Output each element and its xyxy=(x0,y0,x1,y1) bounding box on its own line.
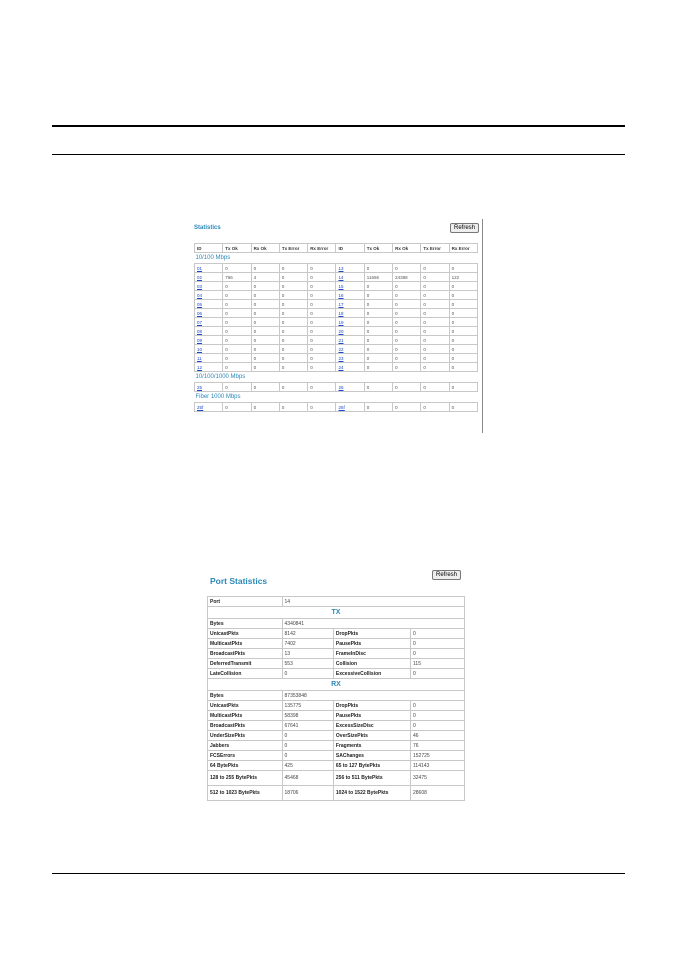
port-link[interactable]: 15 xyxy=(338,283,344,289)
port-link[interactable]: 07 xyxy=(197,319,203,325)
port-link[interactable]: 11 xyxy=(197,355,202,361)
table-cell: 0 xyxy=(364,318,392,327)
port-id-cell xyxy=(195,264,223,273)
row-label: FCSErrors xyxy=(208,751,283,761)
port-link[interactable]: 06 xyxy=(197,310,203,316)
row-label: Collision xyxy=(333,659,410,669)
row-value: 135775 xyxy=(282,701,333,711)
table-cell: 0 xyxy=(364,336,392,345)
table-cell: 0 xyxy=(279,282,307,291)
port-id-cell xyxy=(336,363,364,372)
table-row xyxy=(195,264,478,273)
port-link[interactable]: 03 xyxy=(197,283,203,289)
table-row xyxy=(195,291,478,300)
row-label: ExcessiveCollision xyxy=(333,669,410,679)
row-value: 114143 xyxy=(411,761,465,771)
table-cell: 24388 xyxy=(393,273,421,282)
row-value: 14 xyxy=(282,597,464,607)
row-label: ExcessSizeDisc xyxy=(333,721,410,731)
port-link[interactable]: 10 xyxy=(197,346,203,352)
table-cell: 0 xyxy=(421,383,449,392)
table-cell: 0 xyxy=(393,300,421,309)
port-id-cell xyxy=(336,318,364,327)
table-cell: 0 xyxy=(251,363,279,372)
table-cell: 0 xyxy=(223,291,251,300)
table-row xyxy=(208,731,465,741)
table-cell: 0 xyxy=(364,264,392,273)
row-label: 512 to 1023 BytePkts xyxy=(208,786,283,801)
table-cell: 0 xyxy=(393,318,421,327)
table-cell: 0 xyxy=(279,354,307,363)
table-row xyxy=(195,403,478,412)
row-value: 28608 xyxy=(411,786,465,801)
refresh-button[interactable]: Refresh xyxy=(432,570,461,580)
row-value: 13 xyxy=(282,649,333,659)
table-cell: 0 xyxy=(364,291,392,300)
table-cell: 0 xyxy=(223,383,251,392)
table-cell: 0 xyxy=(251,264,279,273)
table-row xyxy=(195,345,478,354)
table-row xyxy=(208,597,465,607)
table-row xyxy=(208,691,465,701)
row-value: 4340841 xyxy=(282,619,464,629)
table-cell: 0 xyxy=(393,363,421,372)
table-row xyxy=(195,282,478,291)
row-value: 46 xyxy=(411,731,465,741)
table-row xyxy=(208,629,465,639)
table-cell: 0 xyxy=(308,363,336,372)
table-cell: 0 xyxy=(421,291,449,300)
table-row xyxy=(195,327,478,336)
row-label: DeferredTransmit xyxy=(208,659,283,669)
row-label: 65 to 127 BytePkts xyxy=(333,761,410,771)
row-label: OverSizePkts xyxy=(333,731,410,741)
table-cell: 0 xyxy=(223,327,251,336)
table-cell: 0 xyxy=(308,354,336,363)
table-cell: 0 xyxy=(308,309,336,318)
port-statistics-screenshot xyxy=(207,566,469,846)
section-row xyxy=(195,392,478,403)
row-value: 553 xyxy=(282,659,333,669)
port-link[interactable]: 16 xyxy=(338,292,344,298)
table-cell: 0 xyxy=(364,327,392,336)
table-cell: 0 xyxy=(279,300,307,309)
row-value: 0 xyxy=(411,669,465,679)
table-cell: 0 xyxy=(449,300,477,309)
port-link[interactable]: 12 xyxy=(197,364,203,370)
table-cell: 0 xyxy=(223,264,251,273)
section-label: Fiber 1000 Mbps xyxy=(195,394,241,400)
port-link[interactable]: 19 xyxy=(338,319,344,325)
port-id-cell xyxy=(336,264,364,273)
port-link[interactable]: 05 xyxy=(197,301,203,307)
port-link[interactable]: 14 xyxy=(338,274,344,280)
column-header: ID xyxy=(336,244,364,253)
row-label: Fragments xyxy=(333,741,410,751)
table-cell: 0 xyxy=(279,327,307,336)
table-cell: 0 xyxy=(251,383,279,392)
table-cell: 0 xyxy=(279,403,307,412)
column-header: Rx Error xyxy=(449,244,477,253)
port-link[interactable]: 21 xyxy=(338,337,344,343)
port-link[interactable]: 08 xyxy=(197,328,203,334)
table-cell: 0 xyxy=(393,354,421,363)
table-cell: 0 xyxy=(308,318,336,327)
table-cell: 0 xyxy=(223,282,251,291)
row-value: 8142 xyxy=(282,629,333,639)
port-id-cell xyxy=(336,336,364,345)
port-statistics-title: Port Statistics xyxy=(210,576,268,586)
table-cell: 0 xyxy=(364,300,392,309)
band-heading: RX xyxy=(208,679,465,691)
table-cell: 0 xyxy=(449,336,477,345)
table-cell: 0 xyxy=(364,383,392,392)
section-row xyxy=(195,253,478,264)
table-cell: 0 xyxy=(421,309,449,318)
port-id-cell xyxy=(336,282,364,291)
port-link[interactable]: 20 xyxy=(338,328,344,334)
port-link[interactable]: 24 xyxy=(338,364,344,370)
row-value: 0 xyxy=(282,751,333,761)
table-cell: 0 xyxy=(308,345,336,354)
row-value: 115 xyxy=(411,659,465,669)
table-cell: 0 xyxy=(393,309,421,318)
table-row xyxy=(208,721,465,731)
port-id-cell xyxy=(195,327,223,336)
table-cell: 0 xyxy=(279,383,307,392)
port-statistics-table xyxy=(207,596,465,801)
table-cell: 0 xyxy=(393,291,421,300)
row-label: MulticastPkts xyxy=(208,639,283,649)
table-cell: 0 xyxy=(251,354,279,363)
table-cell: 0 xyxy=(364,403,392,412)
table-cell: 0 xyxy=(251,403,279,412)
port-link[interactable]: 22 xyxy=(338,346,344,352)
table-cell: 0 xyxy=(393,282,421,291)
row-label: DropPkts xyxy=(333,701,410,711)
band-row xyxy=(208,679,465,691)
column-header: Tx Ok xyxy=(223,244,251,253)
port-link[interactable]: 02 xyxy=(197,274,203,280)
port-link[interactable]: 18 xyxy=(338,310,344,316)
port-id-cell xyxy=(195,273,223,282)
table-cell: 122 xyxy=(449,273,477,282)
row-value: 0 xyxy=(282,741,333,751)
port-link[interactable]: 04 xyxy=(197,292,203,298)
table-cell: 0 xyxy=(251,336,279,345)
table-cell: 0 xyxy=(223,336,251,345)
table-cell: 0 xyxy=(223,354,251,363)
section-row xyxy=(195,372,478,383)
column-header: Tx Error xyxy=(421,244,449,253)
top-rule xyxy=(52,125,625,127)
table-row xyxy=(195,354,478,363)
table-cell: 0 xyxy=(251,327,279,336)
section-label: 10/100/1000 Mbps xyxy=(195,374,246,380)
table-cell: 0 xyxy=(279,291,307,300)
port-id-cell xyxy=(336,327,364,336)
row-value: 0 xyxy=(411,721,465,731)
table-cell: 0 xyxy=(279,273,307,282)
table-cell: 0 xyxy=(364,345,392,354)
table-cell: 0 xyxy=(449,282,477,291)
table-cell: 0 xyxy=(279,318,307,327)
row-value: 67641 xyxy=(282,721,333,731)
row-label: Bytes xyxy=(208,619,283,629)
table-row xyxy=(208,619,465,629)
table-row xyxy=(208,659,465,669)
table-row xyxy=(208,761,465,771)
row-value: 0 xyxy=(411,649,465,659)
row-value: 87353848 xyxy=(282,691,464,701)
column-header: Rx Error xyxy=(308,244,336,253)
row-label: BroadcastPkts xyxy=(208,721,283,731)
port-id-cell xyxy=(336,291,364,300)
table-row xyxy=(208,751,465,761)
table-cell: 0 xyxy=(251,300,279,309)
table-row xyxy=(208,669,465,679)
table-cell: 0 xyxy=(449,403,477,412)
port-id-cell xyxy=(195,345,223,354)
table-row xyxy=(195,336,478,345)
table-cell: 0 xyxy=(251,318,279,327)
port-link[interactable]: 26 xyxy=(338,384,344,390)
table-row xyxy=(208,786,465,801)
table-row xyxy=(195,273,478,282)
row-value: 0 xyxy=(411,701,465,711)
port-id-cell xyxy=(195,354,223,363)
row-label: SAChanges xyxy=(333,751,410,761)
table-cell: 0 xyxy=(308,282,336,291)
port-id-cell xyxy=(336,383,364,392)
table-cell: 0 xyxy=(421,273,449,282)
row-value: 7402 xyxy=(282,639,333,649)
row-label: DropPkts xyxy=(333,629,410,639)
port-id-cell xyxy=(195,300,223,309)
table-row xyxy=(208,771,465,786)
row-label: FrameInDisc xyxy=(333,649,410,659)
table-cell: 0 xyxy=(364,363,392,372)
table-cell: 0 xyxy=(393,383,421,392)
statistics-table xyxy=(194,243,478,412)
port-id-cell xyxy=(336,403,364,412)
row-value: 0 xyxy=(411,639,465,649)
row-label: 256 to 511 BytePkts xyxy=(333,771,410,786)
statistics-screenshot xyxy=(191,219,483,433)
port-id-cell xyxy=(195,383,223,392)
table-cell: 0 xyxy=(393,336,421,345)
row-label: LateCollision xyxy=(208,669,283,679)
row-label: Port xyxy=(208,597,283,607)
table-cell: 0 xyxy=(251,291,279,300)
port-id-cell xyxy=(336,300,364,309)
table-header-row xyxy=(195,244,478,253)
table-cell: 0 xyxy=(421,327,449,336)
table-row xyxy=(208,649,465,659)
row-value: 0 xyxy=(411,629,465,639)
port-id-cell xyxy=(336,354,364,363)
row-value: 425 xyxy=(282,761,333,771)
table-cell: 0 xyxy=(308,327,336,336)
footer-rule xyxy=(52,873,625,874)
table-cell: 0 xyxy=(393,345,421,354)
table-cell: 0 xyxy=(308,264,336,273)
table-cell: 0 xyxy=(279,309,307,318)
table-cell: 0 xyxy=(251,309,279,318)
port-link[interactable]: 13 xyxy=(338,265,344,271)
table-row xyxy=(208,639,465,649)
table-cell: 0 xyxy=(308,300,336,309)
row-value: 76 xyxy=(411,741,465,751)
table-cell: 0 xyxy=(308,273,336,282)
port-id-cell xyxy=(195,403,223,412)
row-label: Jabbers xyxy=(208,741,283,751)
table-cell: 0 xyxy=(421,403,449,412)
column-header: Rx Ok xyxy=(251,244,279,253)
table-cell: 0 xyxy=(223,300,251,309)
row-label: MulticastPkts xyxy=(208,711,283,721)
port-link[interactable]: 09 xyxy=(197,337,203,343)
table-cell: 0 xyxy=(223,318,251,327)
row-value: 0 xyxy=(282,731,333,741)
table-cell: 0 xyxy=(279,345,307,354)
table-row xyxy=(195,363,478,372)
table-cell: 0 xyxy=(449,354,477,363)
table-cell: 0 xyxy=(449,383,477,392)
band-heading: TX xyxy=(208,607,465,619)
table-cell: 0 xyxy=(279,363,307,372)
section-label: 10/100 Mbps xyxy=(195,255,231,261)
table-cell: 0 xyxy=(364,354,392,363)
row-value: 0 xyxy=(282,669,333,679)
table-cell: 0 xyxy=(421,354,449,363)
table-cell: 0 xyxy=(449,363,477,372)
port-link[interactable]: 25f xyxy=(197,404,204,410)
port-id-cell xyxy=(195,363,223,372)
table-cell: 0 xyxy=(223,309,251,318)
row-label: PausePkts xyxy=(333,711,410,721)
row-value: 0 xyxy=(411,711,465,721)
row-value: 45468 xyxy=(282,771,333,786)
table-cell: 0 xyxy=(421,264,449,273)
table-cell: 0 xyxy=(308,291,336,300)
row-label: 128 to 255 BytePkts xyxy=(208,771,283,786)
row-label: BroadcastPkts xyxy=(208,649,283,659)
table-cell: 0 xyxy=(393,327,421,336)
table-cell: 766 xyxy=(223,273,251,282)
table-cell: 11656 xyxy=(364,273,392,282)
table-cell: 0 xyxy=(223,345,251,354)
port-link[interactable]: 25 xyxy=(197,384,203,390)
refresh-button[interactable]: Refresh xyxy=(450,223,479,233)
table-cell: 0 xyxy=(251,282,279,291)
table-cell: 0 xyxy=(449,327,477,336)
table-cell: 0 xyxy=(223,403,251,412)
row-label: Bytes xyxy=(208,691,283,701)
table-row xyxy=(195,383,478,392)
table-row xyxy=(195,318,478,327)
row-label: UnicastPkts xyxy=(208,629,283,639)
port-link[interactable]: 17 xyxy=(338,301,344,307)
row-value: 58398 xyxy=(282,711,333,721)
port-id-cell xyxy=(195,309,223,318)
port-id-cell xyxy=(195,318,223,327)
table-cell: 0 xyxy=(393,264,421,273)
table-cell: 0 xyxy=(449,309,477,318)
port-id-cell xyxy=(336,309,364,318)
table-cell: 0 xyxy=(421,300,449,309)
table-cell: 0 xyxy=(449,291,477,300)
table-row xyxy=(208,701,465,711)
table-cell: 0 xyxy=(449,345,477,354)
row-value: 18706 xyxy=(282,786,333,801)
row-label: UnicastPkts xyxy=(208,701,283,711)
column-header: Tx Ok xyxy=(364,244,392,253)
row-label: UnderSizePkts xyxy=(208,731,283,741)
port-id-cell xyxy=(336,273,364,282)
port-link[interactable]: 23 xyxy=(338,355,344,361)
table-cell: 0 xyxy=(421,318,449,327)
table-cell: 0 xyxy=(279,336,307,345)
port-id-cell xyxy=(336,345,364,354)
table-cell: 0 xyxy=(449,264,477,273)
table-cell: 0 xyxy=(421,345,449,354)
port-id-cell xyxy=(195,291,223,300)
row-label: PausePkts xyxy=(333,639,410,649)
table-cell: 0 xyxy=(364,282,392,291)
port-link[interactable]: 01 xyxy=(197,265,203,271)
table-cell: 0 xyxy=(308,336,336,345)
table-cell: 0 xyxy=(251,345,279,354)
band-row xyxy=(208,607,465,619)
row-label: 64 BytePkts xyxy=(208,761,283,771)
row-value: 32475 xyxy=(411,771,465,786)
column-header: Rx Ok xyxy=(393,244,421,253)
table-row xyxy=(208,741,465,751)
table-cell: 0 xyxy=(421,363,449,372)
column-header: Tx Error xyxy=(279,244,307,253)
table-cell: 0 xyxy=(308,403,336,412)
port-id-cell xyxy=(195,336,223,345)
row-value: 152725 xyxy=(411,751,465,761)
table-row xyxy=(208,711,465,721)
port-id-cell xyxy=(195,282,223,291)
table-cell: 4 xyxy=(251,273,279,282)
table-cell: 0 xyxy=(223,363,251,372)
column-header: ID xyxy=(195,244,223,253)
table-cell: 0 xyxy=(421,282,449,291)
port-link[interactable]: 26f xyxy=(338,404,345,410)
row-label: 1024 to 1522 BytePkts xyxy=(333,786,410,801)
table-row xyxy=(195,300,478,309)
table-cell: 0 xyxy=(393,403,421,412)
table-cell: 0 xyxy=(279,264,307,273)
table-cell: 0 xyxy=(449,318,477,327)
table-cell: 0 xyxy=(364,309,392,318)
table-cell: 0 xyxy=(421,336,449,345)
table-row xyxy=(195,309,478,318)
table-cell: 0 xyxy=(308,383,336,392)
statistics-title: Statistics xyxy=(194,225,221,231)
header-rule xyxy=(52,154,625,155)
